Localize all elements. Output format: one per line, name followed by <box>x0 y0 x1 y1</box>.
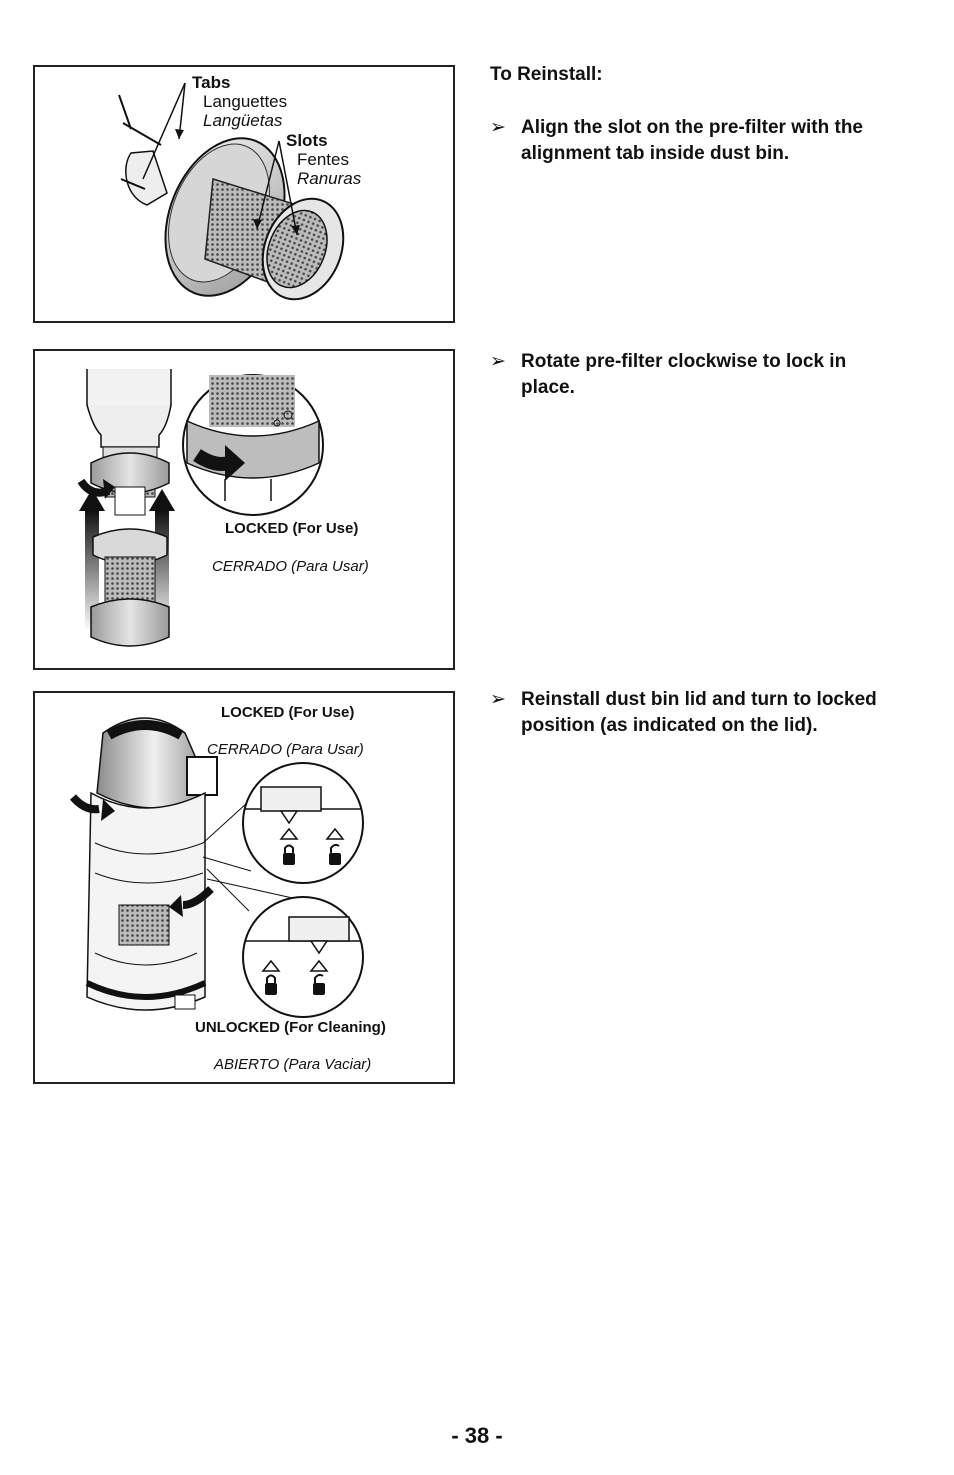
label-slots-fr: Fentes <box>297 150 349 169</box>
arrow-bullet-icon: ➢ <box>490 689 506 710</box>
page-number: - 38 - <box>451 1423 503 1448</box>
caption-locked-en: LOCKED (For Use) <box>225 520 359 537</box>
figure-dust-bin-lid <box>33 691 455 1084</box>
label-tabs-en: Tabs <box>192 73 231 92</box>
label-tabs-es: Langüetas <box>203 111 283 130</box>
rotate-prefilter-illustration <box>35 351 453 668</box>
caption-locked-en: LOCKED (For Use) <box>221 704 355 721</box>
instruction-step <box>490 687 900 739</box>
section-heading: To Reinstall: <box>490 64 603 85</box>
caption-locked-es: CERRADO (Para Usar) <box>212 558 369 575</box>
arrow-bullet-icon: ➢ <box>490 117 506 138</box>
instruction-text: Reinstall dust bin lid and turn to locked position (as indicated on the lid). <box>521 689 877 736</box>
caption-locked-es: CERRADO (Para Usar) <box>207 741 364 758</box>
label-slots-es: Ranuras <box>297 169 362 188</box>
label-slots-en: Slots <box>286 131 328 150</box>
label-tabs-fr: Languettes <box>203 92 288 111</box>
instruction-text: Rotate pre-filter clockwise to lock in place. <box>521 351 847 398</box>
figure-rotate-prefilter <box>33 349 455 670</box>
instruction-step <box>490 115 900 167</box>
arrow-bullet-icon: ➢ <box>490 351 506 372</box>
caption-unlocked-en: UNLOCKED (For Cleaning) <box>195 1019 386 1036</box>
instruction-step <box>490 349 900 401</box>
instruction-text: Align the slot on the pre-filter with the alignment tab inside dust bin. <box>521 117 863 164</box>
figure-prefilter-tabs-slots <box>33 65 455 323</box>
caption-unlocked-es: ABIERTO (Para Vaciar) <box>214 1056 372 1073</box>
